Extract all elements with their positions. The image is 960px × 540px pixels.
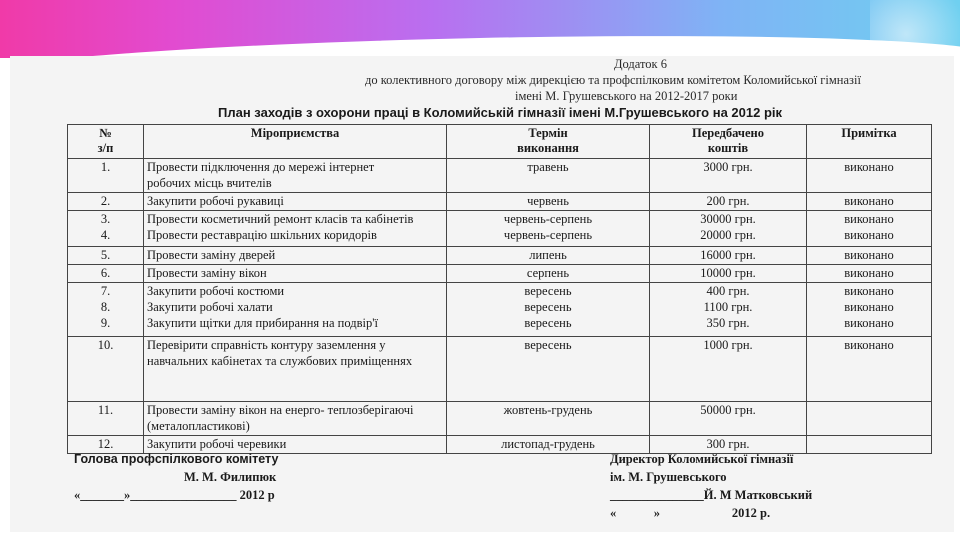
row-number [68, 402, 144, 436]
row-activity [144, 159, 447, 193]
row-activity-line: Провести заміну дверей [147, 248, 276, 262]
row-term [447, 436, 650, 454]
table-row [68, 159, 932, 193]
row-number-line: 4. [100, 228, 111, 242]
row-note-line: виконано [844, 228, 894, 242]
row-activity [144, 436, 447, 454]
row-number [68, 337, 144, 402]
row-activity [144, 283, 447, 337]
row-note-line: виконано [844, 266, 894, 280]
row-term [447, 402, 650, 436]
row-activity-line: Закупити робочі халати [147, 300, 273, 314]
row-number [68, 247, 144, 265]
table-row [68, 211, 932, 247]
row-cost-line: 3000 грн. [703, 160, 753, 174]
row-number-line: 12. [97, 437, 114, 451]
row-note [807, 159, 932, 193]
row-number [68, 283, 144, 337]
director-subtitle: ім. М. Грушевського [610, 470, 727, 484]
row-cost [650, 283, 807, 337]
row-cost-line: 10000 грн. [700, 266, 756, 280]
document [10, 56, 954, 532]
decorative-band-curve [0, 27, 960, 58]
row-number-line: 7. [100, 284, 111, 298]
row-term-line: вересень [524, 316, 572, 330]
row-note-line: виконано [844, 248, 894, 262]
header-activity: Міроприємства [144, 125, 447, 159]
row-activity [144, 265, 447, 283]
table-row [68, 283, 932, 337]
row-number-line: 9. [100, 316, 111, 330]
row-activity-line: Провести косметичний ремонт класів та кабінетів [147, 212, 414, 226]
row-cost-line: 1100 грн. [703, 300, 753, 314]
row-activity-line: Провести підключення до мережі інтернет [147, 160, 375, 174]
row-note [807, 211, 932, 247]
table-row [68, 193, 932, 211]
row-term-line: вересень [524, 300, 572, 314]
row-term-line: листопад-грудень [501, 437, 595, 451]
appendix-label: Додаток 6 [614, 57, 667, 71]
row-cost [650, 436, 807, 454]
header-term: Термін виконання [447, 125, 650, 159]
director-date: « » 2012 р. [610, 506, 771, 520]
row-number-line: 11. [97, 403, 114, 417]
plan-table [67, 124, 932, 454]
row-number-line: 8. [100, 300, 111, 314]
row-term [447, 159, 650, 193]
row-activity [144, 247, 447, 265]
header-cost: Передбачено коштів [650, 125, 807, 159]
decorative-header-band [0, 0, 960, 58]
row-cost-line: 200 грн. [706, 194, 750, 208]
table-row [68, 436, 932, 454]
row-cost-line: 20000 грн. [700, 228, 756, 242]
row-term [447, 247, 650, 265]
row-cost [650, 247, 807, 265]
table-row [68, 247, 932, 265]
row-activity [144, 402, 447, 436]
row-number-line: 10. [97, 338, 114, 352]
table-row [68, 337, 932, 402]
row-term-line: травень [527, 160, 569, 174]
row-activity-line: (металопластикові) [147, 419, 250, 433]
row-note-line: виконано [844, 194, 894, 208]
header-note: Примітка [807, 125, 932, 159]
row-note [807, 247, 932, 265]
row-activity-line: Закупити робочі рукавиці [147, 194, 284, 208]
row-term-line: жовтень-грудень [503, 403, 593, 417]
row-cost-line: 300 грн. [706, 437, 750, 451]
table-row [68, 265, 932, 283]
row-activity [144, 337, 447, 402]
row-cost [650, 193, 807, 211]
row-number [68, 193, 144, 211]
row-cost [650, 265, 807, 283]
row-term [447, 337, 650, 402]
row-term-line: червень [527, 194, 569, 208]
row-activity [144, 193, 447, 211]
plan-title: План заходів з охорони праці в Коломийській гімназії імені М.Грушевського на 2012 рік [218, 105, 783, 120]
row-cost-line: 50000 грн. [700, 403, 756, 417]
row-cost [650, 402, 807, 436]
row-term-line: вересень [524, 284, 572, 298]
row-number-line: 2. [100, 194, 111, 208]
row-note [807, 193, 932, 211]
row-number [68, 211, 144, 247]
header-num: № з/п [68, 125, 144, 159]
row-term [447, 211, 650, 247]
row-activity-line: Закупити щітки для прибирання на подвір'ї [147, 316, 378, 330]
row-activity-line: Провести заміну вікон на енерго- теплозберігаючі [147, 403, 414, 417]
row-activity-line: Закупити робочі костюми [147, 284, 285, 298]
row-note-line: виконано [844, 284, 894, 298]
row-term [447, 265, 650, 283]
row-note [807, 337, 932, 402]
table-row [68, 402, 932, 436]
row-cost-line: 16000 грн. [700, 248, 756, 262]
union-head-title: Голова профспілкового комітету [74, 452, 279, 466]
row-term [447, 193, 650, 211]
row-term-line: серпень [526, 266, 570, 280]
director-name: _______________Й. М Матковський [610, 488, 813, 502]
row-note [807, 436, 932, 454]
row-number-line: 3. [100, 212, 111, 226]
row-cost-line: 400 грн. [706, 284, 750, 298]
row-note [807, 265, 932, 283]
row-activity-line: Перевірити справність контуру заземлення у [147, 338, 386, 352]
row-term-line: червень-серпень [503, 228, 593, 242]
row-cost-line: 1000 грн. [703, 338, 753, 352]
row-activity-line: Закупити робочі черевики [147, 437, 287, 451]
row-note [807, 402, 932, 436]
row-note-line: виконано [844, 160, 894, 174]
row-cost-line: 30000 грн. [700, 212, 756, 226]
row-term-line: червень-серпень [503, 212, 593, 226]
row-number-line: 6. [100, 266, 111, 280]
row-term-line: вересень [524, 338, 572, 352]
row-note [807, 283, 932, 337]
row-note-line: виконано [844, 316, 894, 330]
appendix-subtitle-line2: імені М. Грушевського на 2012-2017 роки [515, 89, 738, 103]
union-head-date: «_______»_________________ 2012 р [74, 488, 275, 502]
row-note-line: виконано [844, 212, 894, 226]
union-head-name: М. М. Филипюк [184, 470, 277, 484]
row-cost [650, 337, 807, 402]
row-note-line: виконано [844, 300, 894, 314]
row-cost [650, 211, 807, 247]
appendix-subtitle-line1: до колективного договору між дирекцією та профспілковим комітетом Коломийської гімназії [365, 73, 861, 87]
row-term-line: липень [529, 248, 567, 262]
row-cost-line: 350 грн. [706, 316, 750, 330]
director-title: Директор Коломийської гімназії [610, 452, 794, 466]
row-activity-line: Провести заміну вікон [147, 266, 267, 280]
row-note-line: виконано [844, 338, 894, 352]
table-header-row [68, 125, 932, 159]
row-number [68, 159, 144, 193]
row-activity-line: Провести реставрацію шкільних коридорів [147, 228, 377, 242]
row-activity [144, 211, 447, 247]
row-number [68, 436, 144, 454]
row-activity-line: робочих місць вчителів [147, 176, 272, 190]
row-number [68, 265, 144, 283]
row-activity-line: навчальних кабінетах та службових приміщеннях [147, 354, 413, 368]
row-number-line: 5. [100, 248, 111, 262]
row-term [447, 283, 650, 337]
row-number-line: 1. [100, 160, 111, 174]
row-cost [650, 159, 807, 193]
